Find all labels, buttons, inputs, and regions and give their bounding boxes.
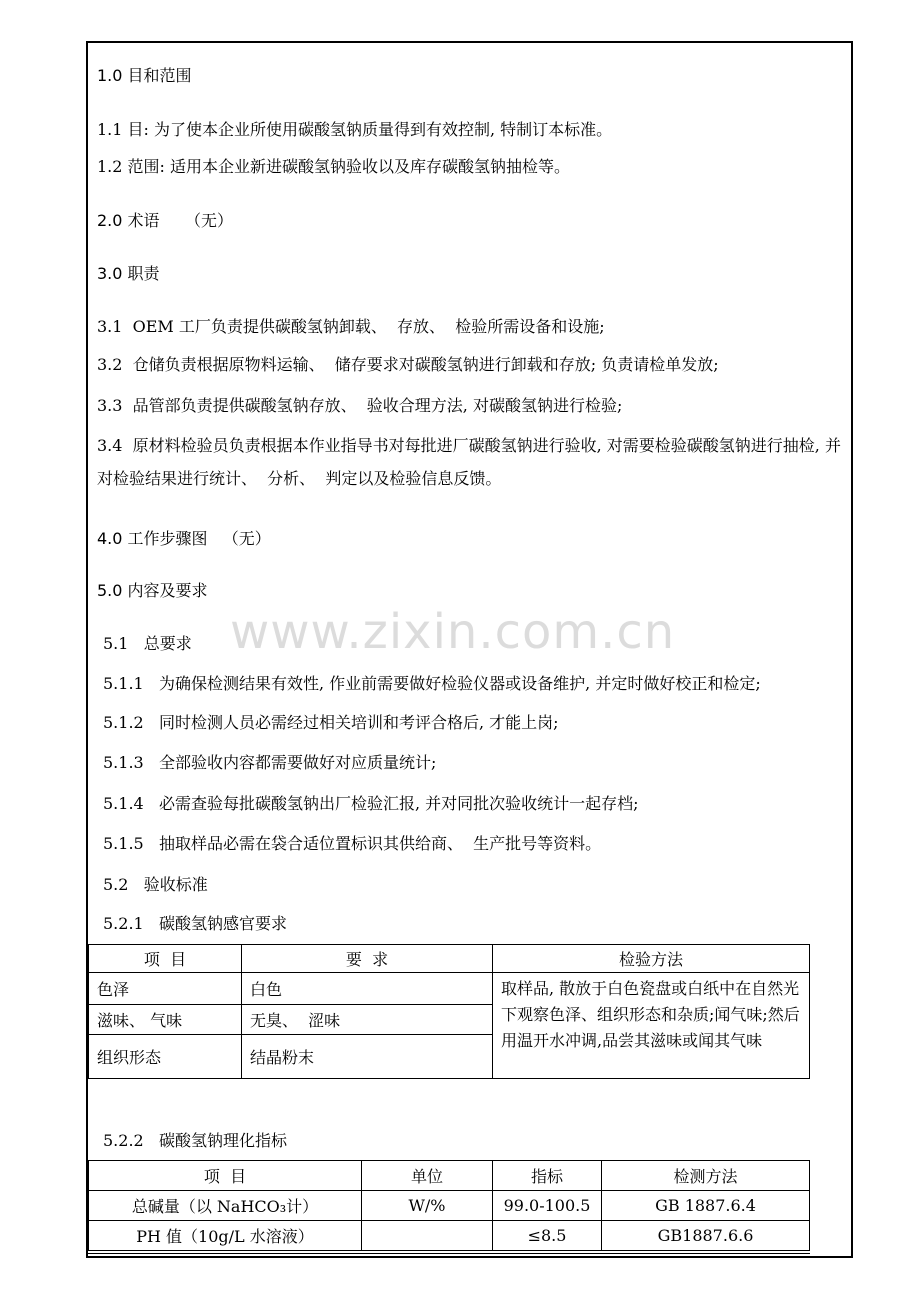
row-item: PH 值（10g/L 水溶液） [89,1221,362,1251]
row-item: 滋味、 气味 [89,1005,242,1035]
section-5-1-3: 5.1.3 全部验收内容都需要做好对应质量统计; [103,753,437,772]
table-row [89,1221,810,1251]
table-header-row [89,1161,810,1191]
watermark: www.zixin.com.cn [230,604,676,660]
row-test-method: GB1887.6.6 [602,1221,810,1251]
row-requirement: 结晶粉末 [242,1035,493,1079]
section-5-heading: 5.0 内容及要求 [97,581,208,600]
section-3-1: 3.1 OEM 工厂负责提供碳酸氢钠卸载、 存放、 检验所需设备和设施; [97,317,605,336]
row-index: 99.0-100.5 [493,1191,602,1221]
row-index: ≤8.5 [493,1221,602,1251]
header-test-method: 检测方法 [602,1161,810,1191]
physicochemical-table [88,1160,810,1251]
table-bottom-rule [88,1253,810,1254]
row-item: 组织形态 [89,1035,242,1079]
section-3-3: 3.3 品管部负责提供碳酸氢钠存放、 验收合理方法, 对碳酸氢钠进行检验; [97,396,623,415]
header-unit: 单位 [362,1161,493,1191]
header-method: 检验方法 [493,945,810,973]
section-3-heading: 3.0 职责 [97,264,160,283]
section-5-1-5: 5.1.5 抽取样品必需在袋合适位置标识其供给商、 生产批号等资料。 [103,834,602,853]
section-3-4: 3.4 原材料检验员负责根据本作业指导书对每批进厂碳酸氢钠进行验收, 对需要检验碳酸氢钠进行抽检, 并对检验结果进行统计、 分析、 判定以及检验信息反馈。 [97,436,841,488]
header-index: 指标 [493,1161,602,1191]
section-1-heading: 1.0 目和范围 [97,66,192,85]
row-item: 总碱量（以 NaHCO₃计） [89,1191,362,1221]
section-1-2: 1.2 范围: 适用本企业新进碳酸氢钠验收以及库存碳酸氢钠抽检等。 [97,157,571,176]
row-requirement: 无臭、 涩味 [242,1005,493,1035]
table-row [89,973,810,1005]
table-row [89,1191,810,1221]
section-5-1-4: 5.1.4 必需查验每批碳酸氢钠出厂检验汇报, 并对同批次验收统计一起存档; [103,794,639,813]
section-1-1: 1.1 目: 为了使本企业所使用碳酸氢钠质量得到有效控制, 特制订本标准。 [97,120,613,139]
section-5-2-2: 5.2.2 碳酸氢钠理化指标 [103,1131,287,1150]
header-requirement: 要 求 [242,945,493,973]
header-item: 项 目 [89,945,242,973]
section-2-heading: 2.0 术语 （无） [97,211,233,230]
row-unit [362,1221,493,1251]
header-item: 项 目 [89,1161,362,1191]
section-5-1-1: 5.1.1 为确保检测结果有效性, 作业前需要做好检验仪器或设备维护, 并定时做好校正和检定; [103,674,761,693]
section-5-2-1: 5.2.1 碳酸氢钠感官要求 [103,914,287,933]
sensory-requirements-table [88,944,810,1079]
section-3-2: 3.2 仓储负责根据原物料运输、 储存要求对碳酸氢钠进行卸载和存放; 负责请检单发放; [97,355,719,374]
row-item: 色泽 [89,973,242,1005]
row-requirement: 白色 [242,973,493,1005]
section-4-heading: 4.0 工作步骤图 （无） [97,529,271,548]
table-header-row [89,945,810,973]
section-5-2: 5.2 验收标准 [103,875,208,894]
section-5-1: 5.1 总要求 [103,634,192,653]
section-5-1-2: 5.1.2 同时检测人员必需经过相关培训和考评合格后, 才能上岗; [103,713,559,732]
inspection-method: 取样品, 散放于白色瓷盘或白纸中在自然光下观察色泽、组织形态和杂质;闻气味;然后用温开水冲调,品尝其滋味或闻其气味 [493,973,810,1079]
row-unit: W/% [362,1191,493,1221]
row-test-method: GB 1887.6.4 [602,1191,810,1221]
